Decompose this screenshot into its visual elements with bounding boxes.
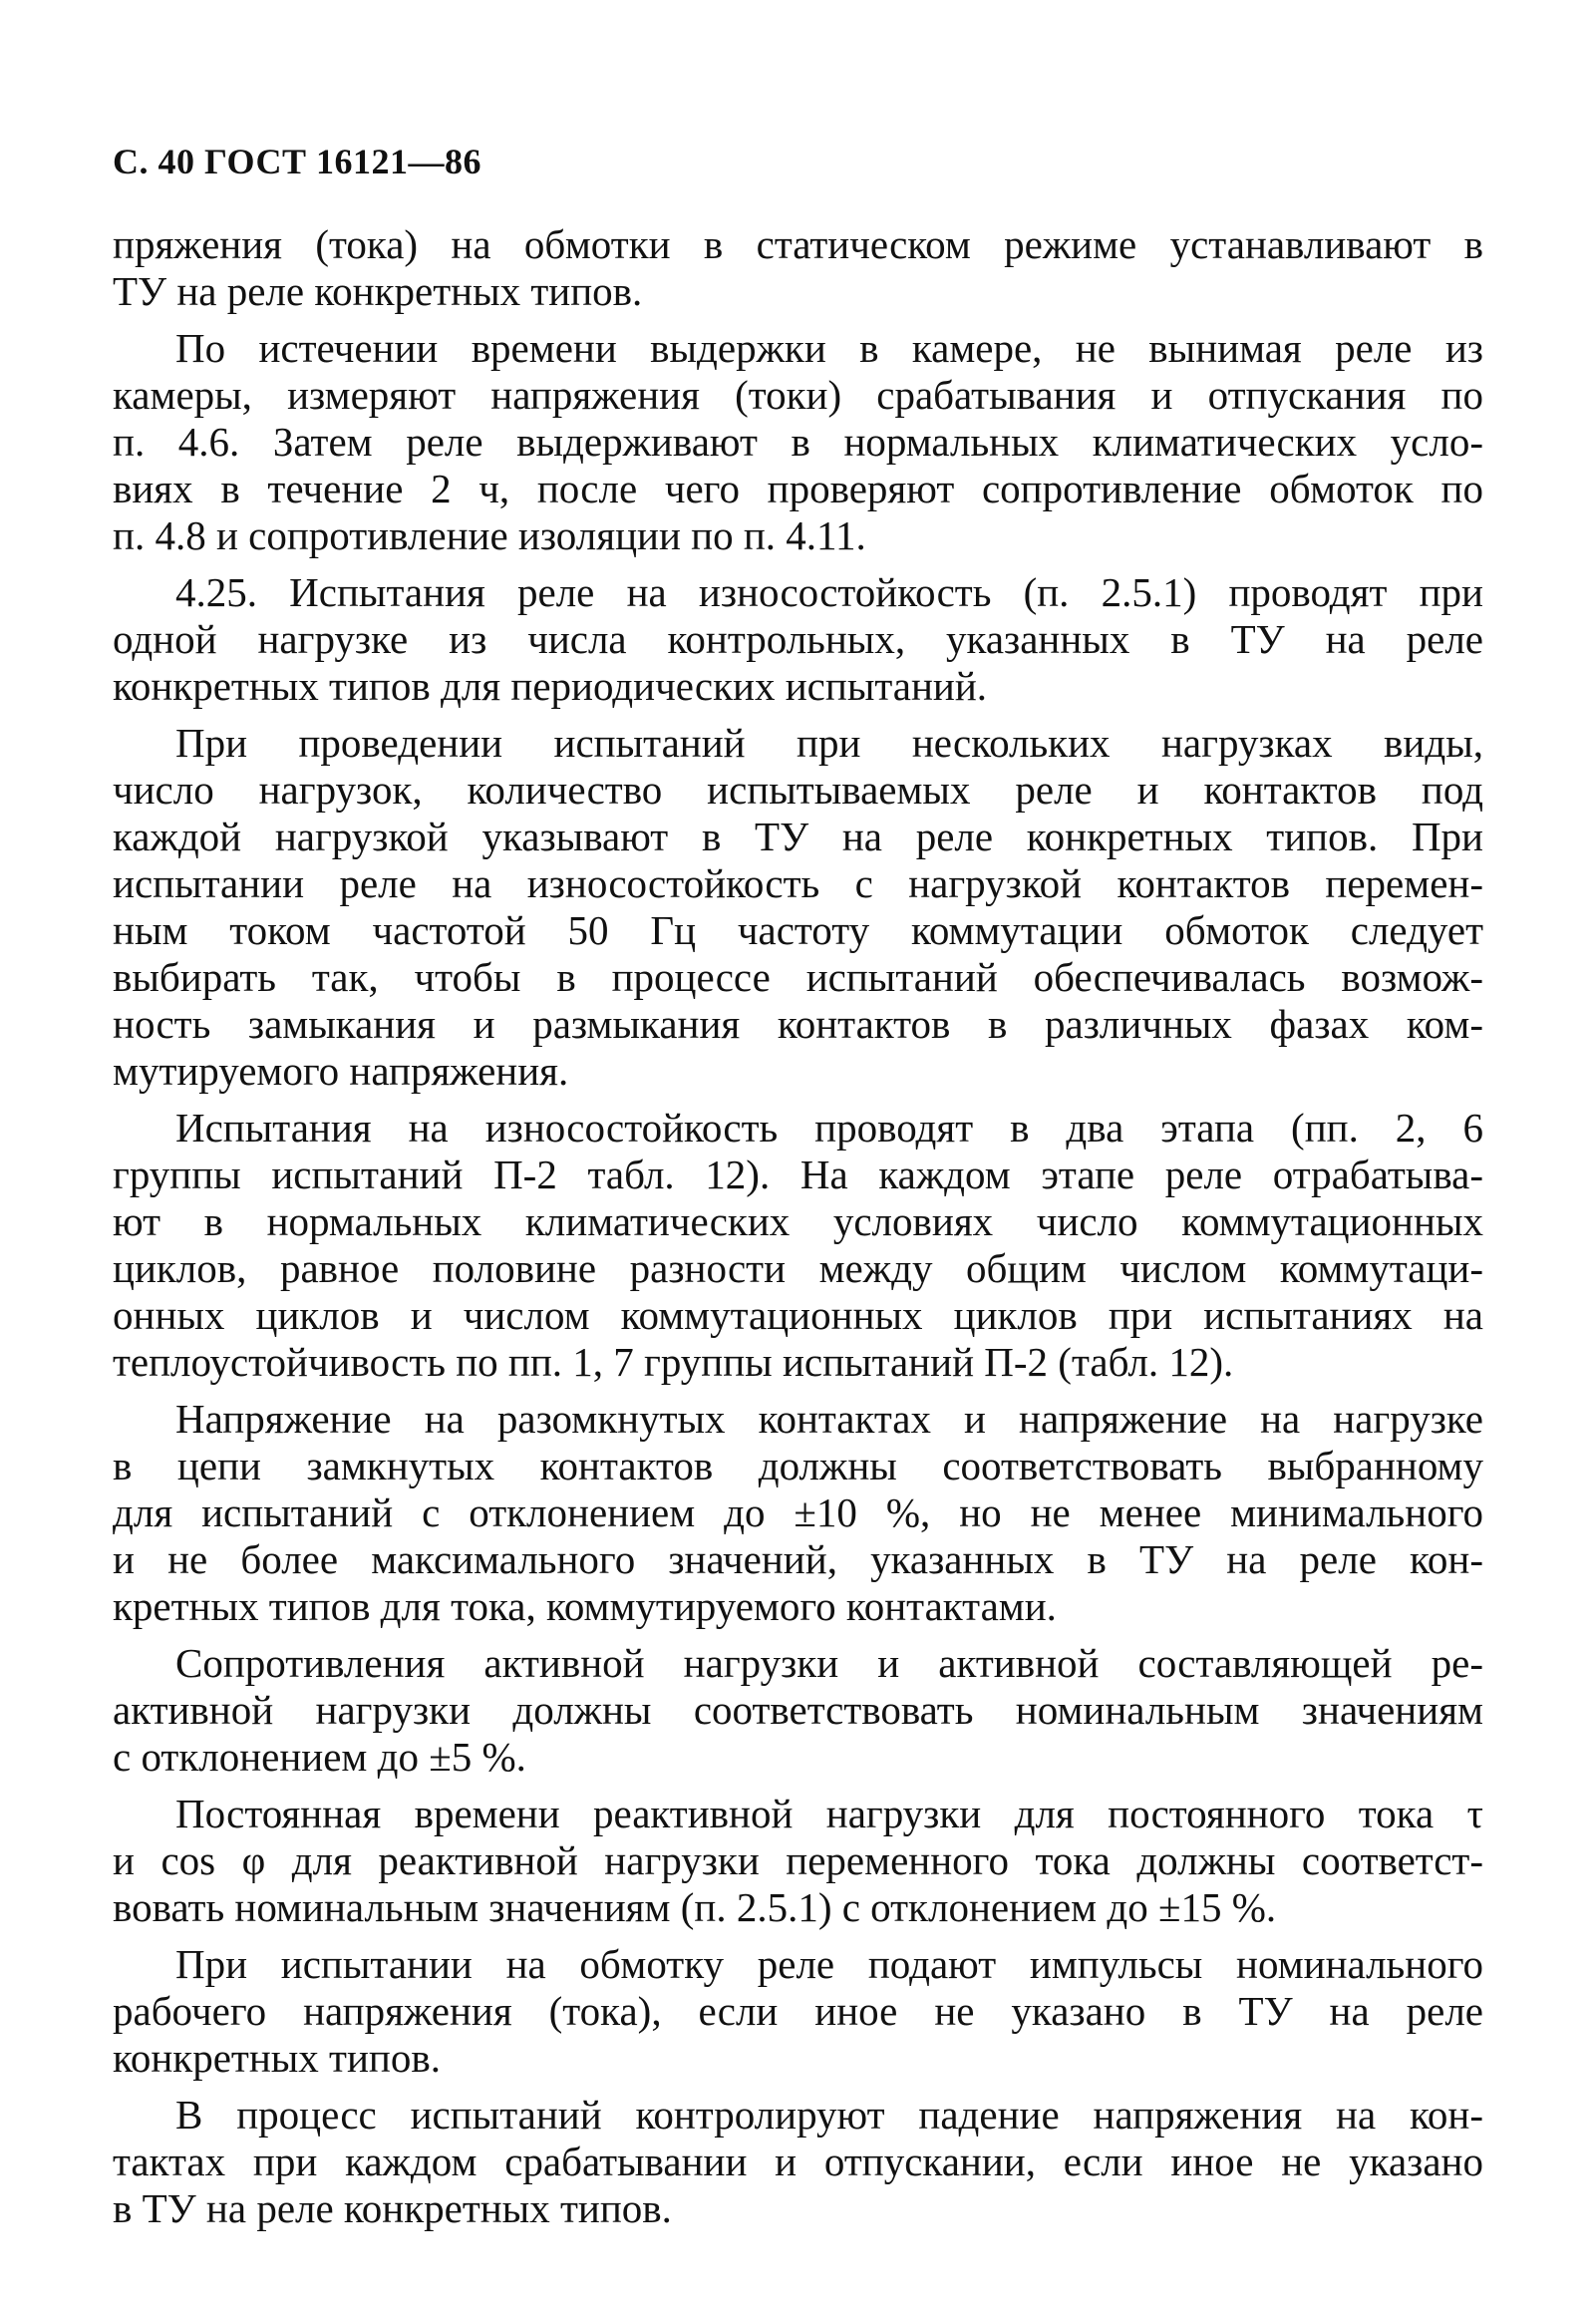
text-line: п. 4.6. Затем реле выдерживают в нормальных климатических усло- [113,419,1483,465]
text-line: циклов, равное половине разности между общим числом коммутаци- [113,1245,1483,1291]
text-line: ность замыкания и размыкания контактов в различных фазах ком- [113,1001,1483,1047]
text-line: каждой нагрузкой указывают в ТУ на реле конкретных типов. При [113,814,1483,859]
text-line: При проведении испытаний при нескольких нагрузках виды, [175,720,1483,766]
text-line: ным током частотой 50 Гц частоту коммутации обмоток следует [113,907,1483,953]
paragraph [113,720,1483,1095]
paragraph [113,325,1483,559]
text-line: выбирать так, чтобы в процессе испытаний обеспечивалась возмож- [113,954,1483,1000]
text-line: ТУ на реле конкретных типов. [113,268,643,314]
paragraph [113,569,1483,710]
paragraph [113,1396,1483,1630]
text-line: конкретных типов для периодических испытаний. [113,663,988,709]
text-line: с отклонением до ±5 %. [113,1734,526,1780]
text-line: вовать номинальным значениям (п. 2.5.1) с отклонением до ±15 %. [113,1884,1277,1930]
text-line: 4.25. Испытания реле на износостойкость (п. 2.5.1) проводят при [175,569,1483,615]
page-header: С. 40 ГОСТ 16121—86 [113,142,481,181]
text-line: и cos φ для реактивной нагрузки переменного тока должны соответст- [113,1837,1483,1883]
paragraph [113,1941,1483,2082]
text-line: виях в течение 2 ч, после чего проверяют сопротивление обмоток по [113,466,1483,511]
text-line: онных циклов и числом коммутационных циклов при испытаниях на [113,1292,1483,1338]
paragraph [113,1105,1483,1386]
paragraph [113,221,1483,315]
text-line: пряжения (тока) на обмотки в статическом режиме устанавливают в [113,221,1483,267]
text-line: Испытания на износостойкость проводят в два этапа (пп. 2, 6 [175,1105,1483,1151]
text-line: испытании реле на износостойкость с нагрузкой контактов перемен- [113,860,1483,906]
text-line: тактах при каждом срабатывании и отпускании, если иное не указано [113,2139,1483,2184]
text-line: и не более максимального значений, указанных в ТУ на реле кон- [113,1536,1483,1582]
paragraph [113,1640,1483,1781]
text-line: мутируемого напряжения. [113,1048,569,1094]
text-line: теплоустойчивость по пп. 1, 7 группы испытаний П-2 (табл. 12). [113,1339,1234,1385]
text-line: активной нагрузки должны соответствовать номинальным значениям [113,1687,1483,1733]
paragraph [113,2092,1483,2232]
text-line: Напряжение на разомкнутых контактах и напряжение на нагрузке [175,1396,1483,1442]
text-line: в ТУ на реле конкретных типов. [113,2185,672,2231]
text-line: По истечении времени выдержки в камере, не вынимая реле из [175,325,1483,371]
text-line: конкретных типов. [113,2035,441,2081]
text-line: число нагрузок, количество испытываемых реле и контактов под [113,767,1483,813]
body-text [113,221,1483,2242]
text-line: ют в нормальных климатических условиях число коммутационных [113,1198,1483,1244]
text-line: группы испытаний П-2 табл. 12). На каждом этапе реле отрабатыва- [113,1152,1483,1197]
text-line: В процесс испытаний контролируют падение напряжения на кон- [175,2092,1483,2138]
text-line: рабочего напряжения (тока), если иное не указано в ТУ на реле [113,1988,1483,2034]
text-line: для испытаний с отклонением до ±10 %, но не менее минимального [113,1489,1483,1535]
text-line: камеры, измеряют напряжения (токи) срабатывания и отпускания по [113,372,1483,418]
text-line: При испытании на обмотку реле подают импульсы номинального [175,1941,1483,1987]
text-line: Постоянная времени реактивной нагрузки для постоянного тока τ [175,1791,1483,1836]
text-line: Сопротивления активной нагрузки и активной составляющей ре- [175,1640,1483,1686]
text-line: кретных типов для тока, коммутируемого контактами. [113,1583,1057,1629]
text-line: одной нагрузке из числа контрольных, указанных в ТУ на реле [113,616,1483,662]
text-line: в цепи замкнутых контактов должны соответствовать выбранному [113,1443,1483,1488]
text-line: п. 4.8 и сопротивление изоляции по п. 4.11. [113,512,866,558]
paragraph [113,1791,1483,1931]
